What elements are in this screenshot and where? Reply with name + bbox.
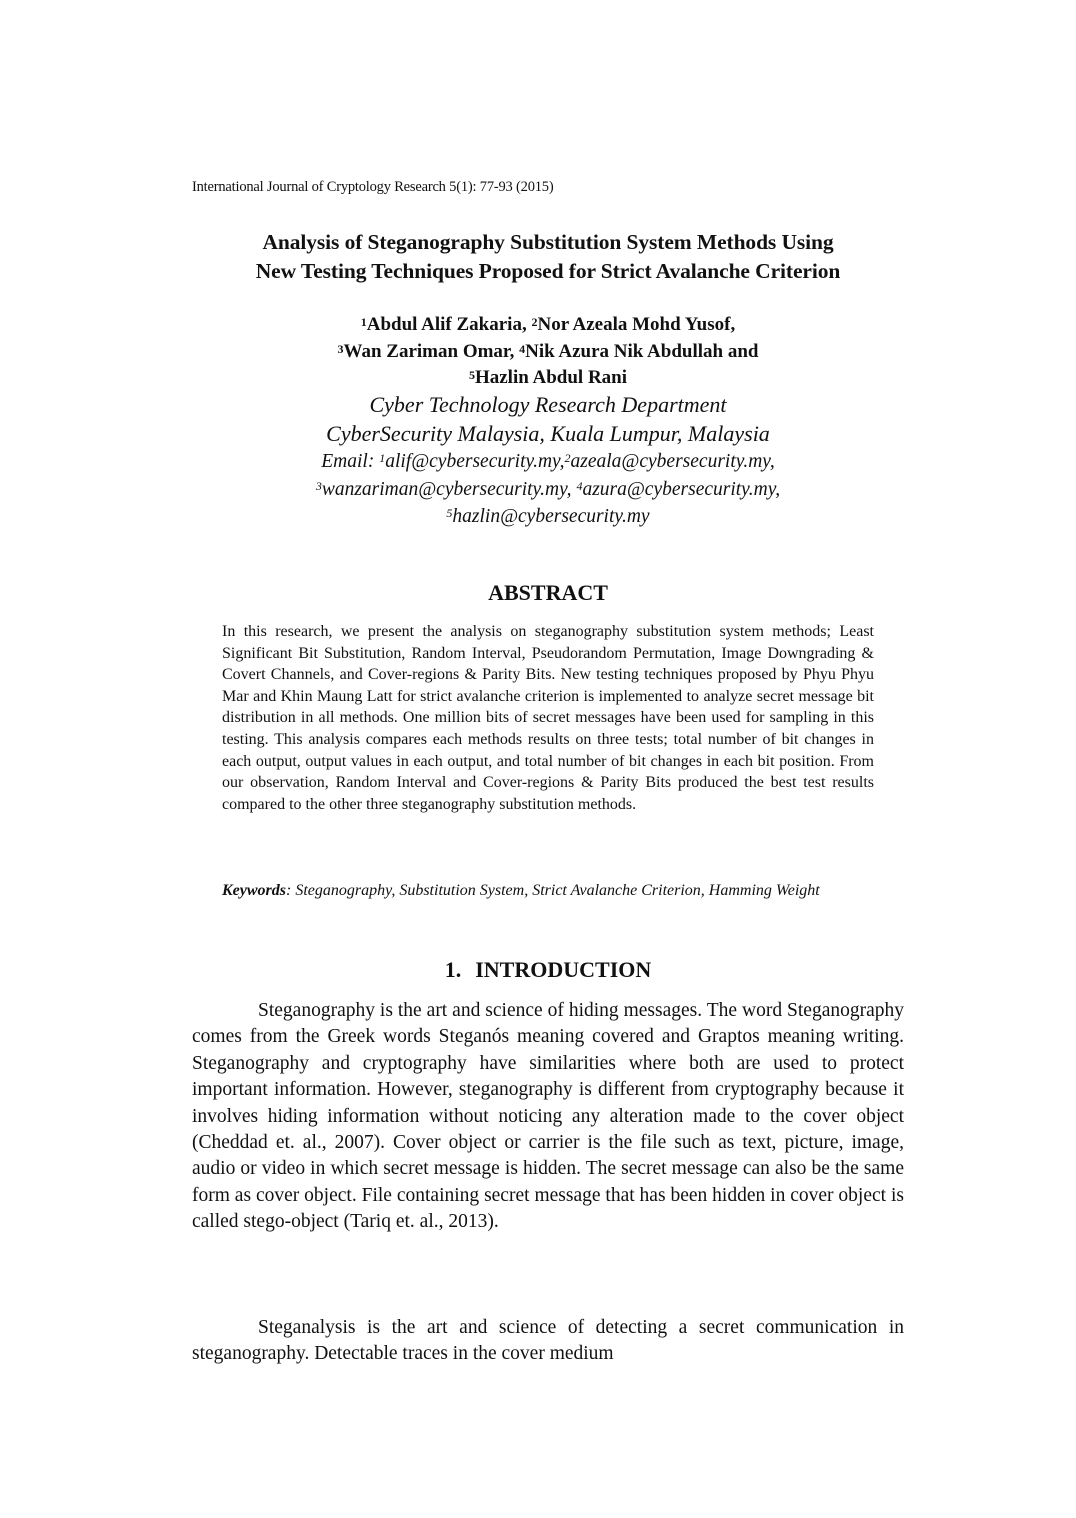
abstract-body: In this research, we present the analysis on steganography substitution system methods; Least Significant Bit Substitution, Random Interval, Pseudorandom Permutation, Image Downgrading & Covert Channels, and Cover-regions & Parity Bits. New testing techniques proposed by Phyu Phyu Mar and Khin Maung Latt for strict avalanche criterion is implemented to analyze secret message bit distribution in all methods. One million bits of secret messages have been used for sampling in this testing. This analysis compares each methods results on three tests; total number of bit changes in each output, output values in each output, and total number of bit changes in each bit position. From our observation, Random Interval and Cover-regions & Parity Bits produced the best test results compared to the other three steganography substitution methods.: [222, 623, 874, 813]
email-line-3: [192, 503, 904, 531]
paper-title: [192, 228, 904, 286]
keywords-label: Keywords: [222, 882, 286, 899]
author-sup: 3: [337, 341, 344, 356]
keywords-list: : Steganography, Substitution System, Strict Avalanche Criterion, Hamming Weight: [286, 882, 820, 899]
title-line-1: Analysis of Steganography Substitution System Methods Using: [262, 230, 834, 254]
email-label: Email:: [321, 451, 375, 472]
email-address[interactable]: azura@cybersecurity.my,: [582, 478, 781, 500]
affiliation: [192, 391, 904, 448]
author-name: Abdul Alif Zakaria,: [366, 314, 527, 335]
email-address[interactable]: alif@cybersecurity.my,: [385, 451, 565, 472]
section-number: 1.: [444, 957, 462, 982]
journal-header: International Journal of Cryptology Research 5(1): 77-93 (2015): [192, 179, 554, 195]
author-sup: 4: [519, 341, 526, 356]
author-line-2: [192, 339, 904, 366]
organization: CyberSecurity Malaysia, Kuala Lumpur, Malaysia: [326, 420, 770, 446]
author-name: Wan Zariman Omar,: [343, 340, 515, 362]
author-name: Nik Azura Nik Abdullah and: [525, 340, 759, 362]
author-name: Hazlin Abdul Rani: [474, 367, 628, 388]
email-sup: 3: [315, 478, 322, 493]
email-address[interactable]: azeala@cybersecurity.my,: [570, 451, 775, 472]
email-line-2: [192, 476, 904, 504]
email-list: [192, 448, 904, 531]
email-sup: 4: [576, 478, 583, 493]
paragraph-text: Steganography is the art and science of hiding messages. The word Steganography comes from the Greek words Steganós meaning covered and Graptos meaning writing. Steganography and cryptography have similarities where both are used to protect important information. However, steganography is different from cryptography because it involves hiding information without noticing any alteration made to the cover object (Cheddad et. al., 2007). Cover object or carrier is the file such as text, picture, image, audio or video in which secret message is hidden. The secret message can also be the same form as cover object. File containing secret message that has been hidden in cover object is called stego-object (Tariq et. al., 2013).: [192, 1000, 904, 1233]
author-line-3: [192, 365, 904, 392]
paragraph-text: Steganalysis is the art and science of detecting a secret communication in steganography. Detectable traces in the cover medium: [192, 1317, 904, 1365]
section-title: INTRODUCTION: [475, 957, 652, 982]
paragraph: [192, 1315, 904, 1368]
author-sup: 2: [531, 315, 538, 329]
email-line-1: [192, 448, 904, 476]
department: Cyber Technology Research Department: [369, 392, 727, 417]
email-sup: 1: [379, 451, 386, 465]
keywords: [222, 880, 874, 902]
email-address[interactable]: hazlin@cybersecurity.my: [452, 506, 650, 527]
author-list: [192, 312, 904, 392]
title-line-2: New Testing Techniques Proposed for Strict Avalanche Criterion: [255, 259, 841, 283]
email-address[interactable]: wanzariman@cybersecurity.my,: [321, 478, 572, 500]
email-sup: 2: [564, 451, 571, 465]
email-sup: 5: [446, 506, 453, 520]
author-sup: 5: [468, 368, 475, 382]
author-sup: 1: [360, 315, 367, 329]
author-line-1: [192, 312, 904, 339]
author-name: Nor Azeala Mohd Yusof,: [537, 314, 736, 335]
section-heading: [192, 957, 904, 983]
paragraph: [192, 998, 904, 1236]
abstract-heading: ABSTRACT: [488, 580, 608, 605]
